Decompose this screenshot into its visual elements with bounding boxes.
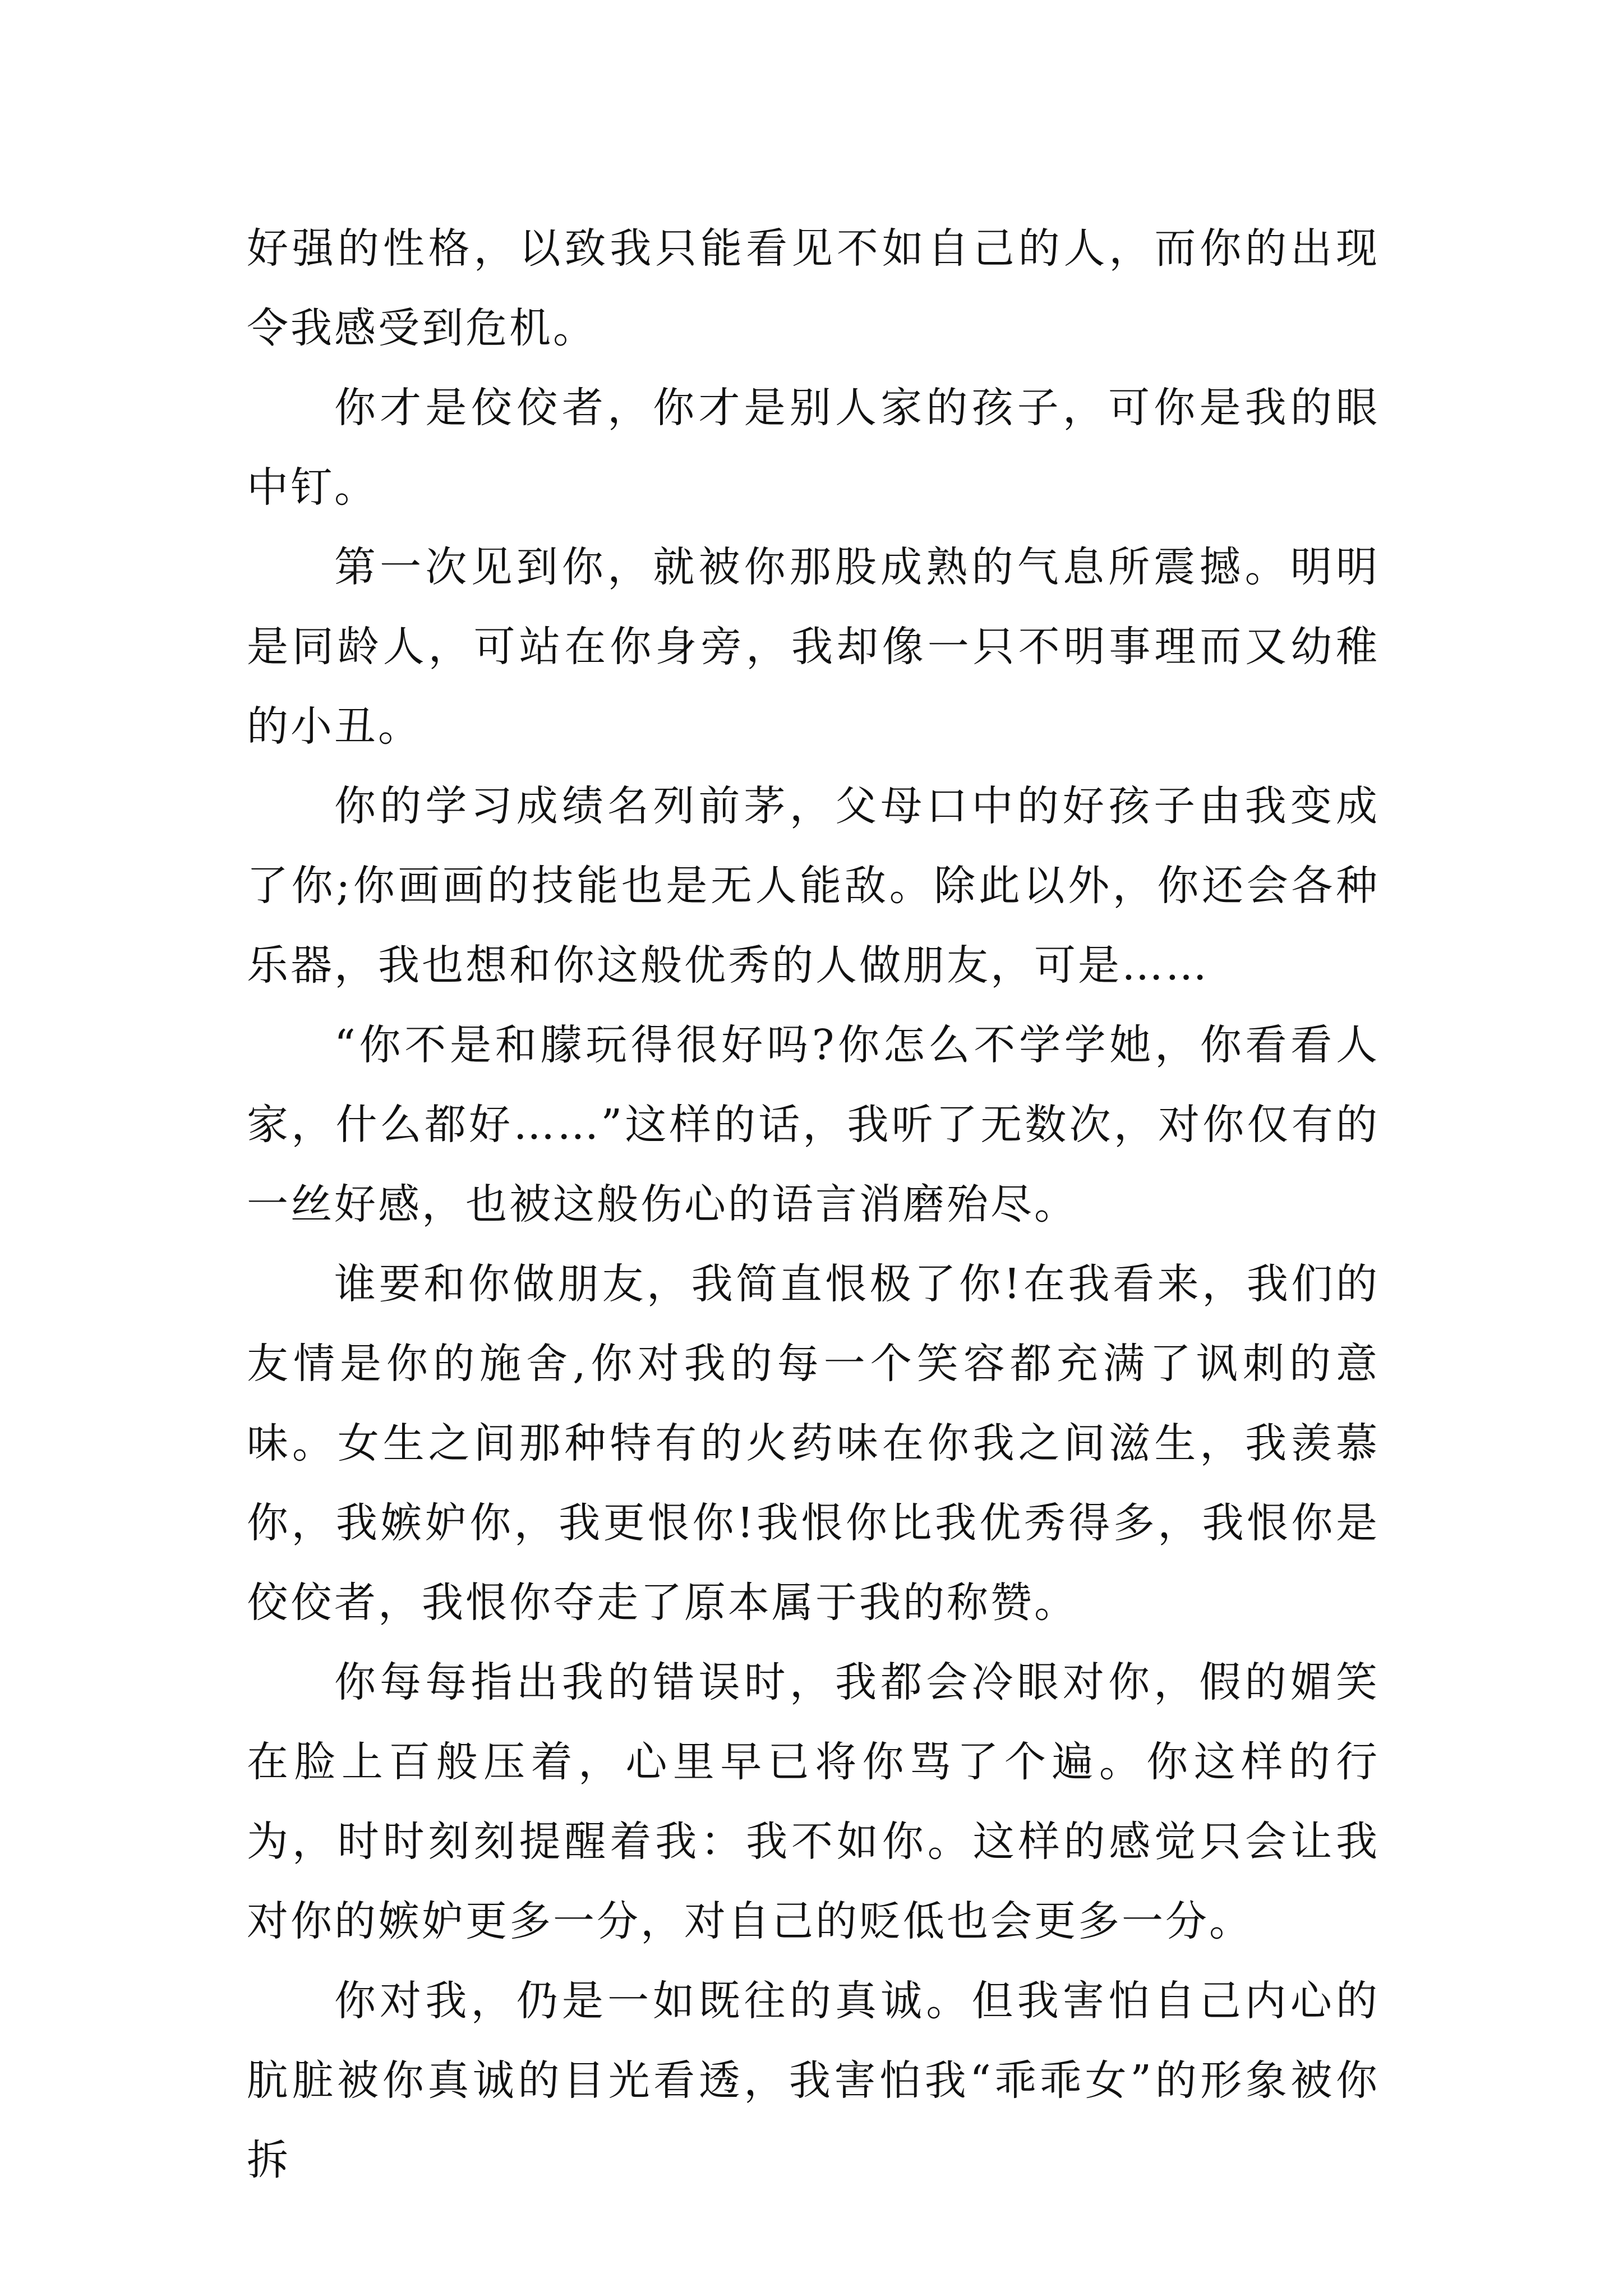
paragraph: 你的学习成绩名列前茅，父母口中的好孩子由我变成了你;你画画的技能也是无人能敌。除此以外，你还会各种乐器，我也想和你这般优秀的人做朋友，可是…… — [247, 782, 1380, 990]
paragraph: 你对我，仍是一如既往的真诚。但我害怕自己内心的肮脏被你真诚的目光看透，我害怕我“乖乖女”的形象被你拆 — [247, 1977, 1380, 2184]
paragraph: 谁要和你做朋友，我简直恨极了你!在我看来，我们的友情是你的施舍,你对我的每一个笑容都充满了讽刺的意味。女生之间那种特有的火药味在你我之间滋生，我羡慕你，我嫉妒你，我更恨你!我恨你比我优秀得多，我恨你是佼佼者，我恨你夺走了原本属于我的称赞。 — [247, 1260, 1380, 1627]
paragraph: 你每每指出我的错误时，我都会冷眼对你，假的媚笑在脸上百般压着，心里早已将你骂了个遍。你这样的行为，时时刻刻提醒着我：我不如你。这样的感觉只会让我对你的嫉妒更多一分，对自己的贬低也会更多一分。 — [247, 1658, 1380, 1945]
paragraph: 好强的性格，以致我只能看见不如自己的人，而你的出现令我感受到危机。 — [247, 224, 1380, 352]
paragraph: 你才是佼佼者，你才是别人家的孩子，可你是我的眼中钉。 — [247, 384, 1380, 512]
paragraph: “你不是和朦玩得很好吗?你怎么不学学她，你看看人家，什么都好……”这样的话，我听了无数次，对你仅有的一丝好感，也被这般伤心的语言消磨殆尽。 — [247, 1021, 1380, 1228]
body-text — [247, 209, 1380, 2200]
paragraph: 第一次见到你，就被你那股成熟的气息所震撼。明明是同龄人，可站在你身旁，我却像一只不明事理而又幼稚的小丑。 — [247, 543, 1380, 751]
